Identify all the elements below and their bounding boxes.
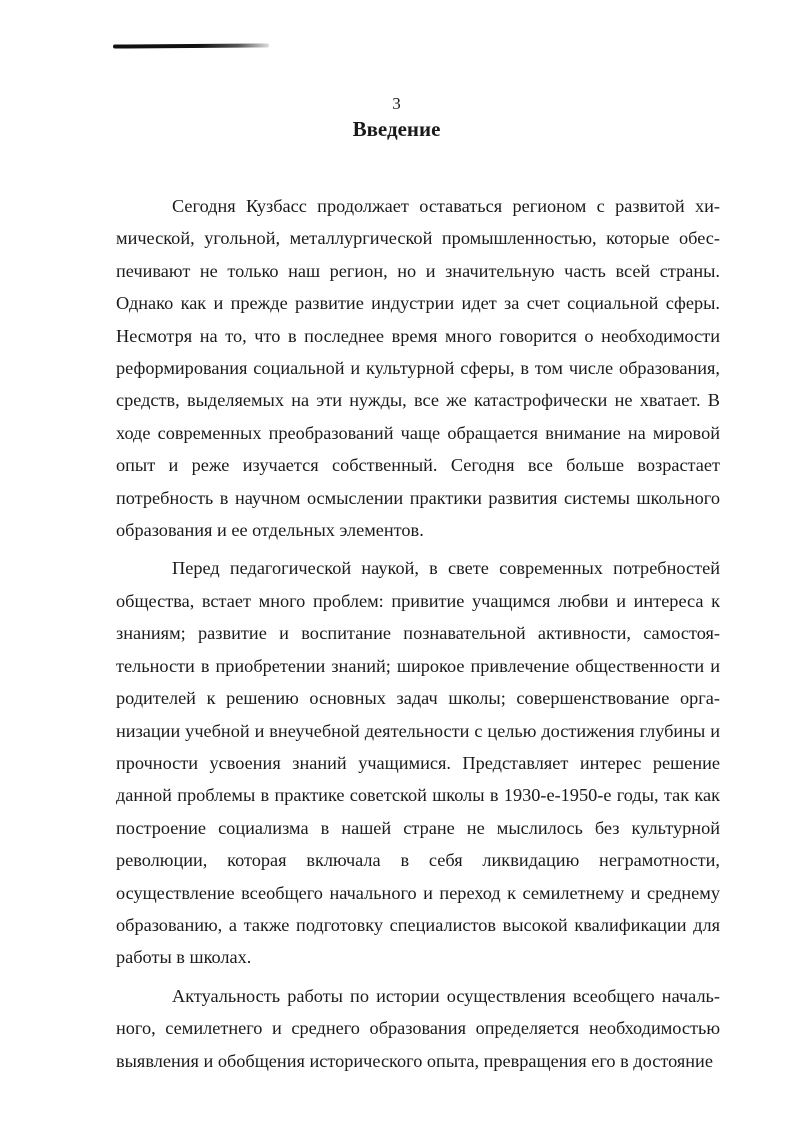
paragraph-3: Актуальность работы по истории осуществления всеобщего начального, семилетнего и среднего образования определяется необходимостью выявления и обобщения исторического опыта, превращения его в достояние <box>116 985 720 1071</box>
scan-artifact-line <box>113 43 269 48</box>
section-title: Введение <box>352 117 441 141</box>
body-text <box>116 190 720 1077</box>
paragraph-1: Сегодня Кузбасс продолжает оставаться регионом с развитой химической, угольной, металлургической промышленностью, которые обеспечивают не только наш регион, но и значительную часть всей страны. Однако как и прежде развитие индустрии идет за счет социальной сферы. Несмотря на то, что в последнее время много говорится о необходимости реформирования социальной и культурной сферы, в том числе образования, средств, выделяемых на эти нужды, все же катастрофически не хватает. В ходе современных преобразований чаще обращается внимание на мировой опыт и реже изучается собственный. Сегодня все больше возрастает потребность в научном осмыслении практики развития системы школьного образования и ее отдельных элементов. <box>116 196 720 541</box>
paragraph-2: Перед педагогической наукой, в свете современных потребностей общества, встает много проблем: привитие учащимся любви и интереса к знаниям; развитие и воспитание познавательной активности, самостоятельности в приобретении знаний; широкое привлечение общественности и родителей к решению основных задач школы; совершенствование организации учебной и внеучебной деятельности с целью достижения глубины и прочности усвоения знаний учащимися. Представляет интерес решение данной проблемы в практике советской школы в 1930-е-1950-е годы, так как построение социализма в нашей стране не мыслилось без культурной революции, которая включала в себя ликвидацию неграмотности, осуществление всеобщего начального и переход к семилетнему и среднему образованию, а также подготовку специалистов высокой квалификации для работы в школах. <box>116 558 720 968</box>
page-number: 3 <box>392 94 401 113</box>
